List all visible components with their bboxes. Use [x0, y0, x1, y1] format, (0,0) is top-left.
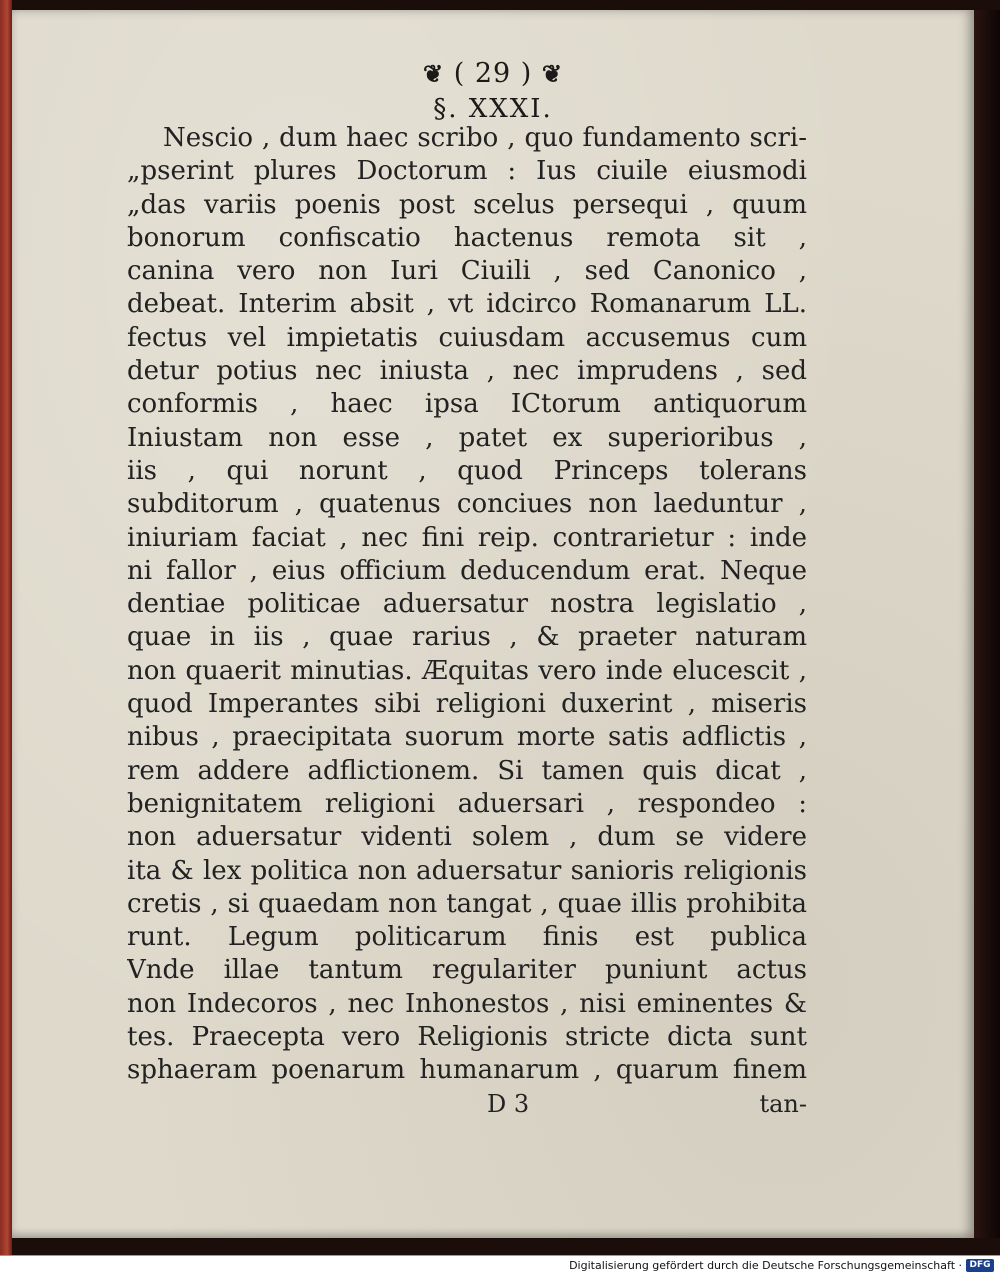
- book-page: [12, 10, 974, 1238]
- text-line: conformis , haec ipsa ICtorum antiquorum: [127, 389, 807, 420]
- text-line: Nescio , dum haec scribo , quo fundamento scri-: [163, 123, 807, 153]
- text-line: detur potius nec iniusta , nec imprudens , sed: [127, 356, 807, 387]
- text-line: sphaeram poenarum humanarum , quarum finem: [127, 1055, 807, 1086]
- funding-credit: Digitalisierung gefördert durch die Deutsche Forschungsgemeinschaft ·: [569, 1259, 962, 1272]
- text-line: tes. Praecepta vero Religionis stricte dicta sunt: [127, 1022, 807, 1053]
- digitization-footer: [0, 1255, 1000, 1276]
- page-footer-line: [127, 1090, 807, 1124]
- page-number: ( 29 ): [453, 58, 533, 89]
- text-line: rem addere adflictionem. Si tamen quis dicat ,: [127, 755, 807, 786]
- catchword: tan-: [759, 1090, 807, 1118]
- ornament-left-icon: ❦: [423, 59, 445, 88]
- text-line: cretis , si quaedam non tangat , quae illis prohibita: [127, 888, 807, 919]
- text-line: non Indecoros , nec Inhonestos , nisi eminentes &: [127, 988, 807, 1019]
- text-line: ni fallor , eius officium deducendum erat. Neque: [127, 555, 807, 586]
- page-header: [12, 58, 974, 89]
- text-line: quod Imperantes sibi religioni duxerint , miseris: [127, 689, 807, 720]
- text-line: Vnde illae tantum regulariter puniunt actus: [127, 955, 807, 986]
- text-line: quae in iis , quae rarius , & praeter naturam: [127, 622, 807, 653]
- text-line: ita & lex politica non aduersatur sanioris religionis: [127, 855, 807, 886]
- text-line: „pserint plures Doctorum : Ius ciuile eiusmodi: [127, 156, 807, 187]
- text-line: fectus vel impietatis cuiusdam accusemus cum: [127, 322, 807, 353]
- text-line: runt. Legum politicarum finis est publica: [127, 922, 807, 953]
- text-line: dentiae politicae aduersatur nostra legislatio ,: [127, 589, 807, 620]
- text-line: bonorum confiscatio hactenus remota sit ,: [127, 222, 807, 253]
- text-line: iis , qui norunt , quod Princeps tolerans: [127, 455, 807, 486]
- text-line: iniuriam faciat , nec fini reip. contrarietur : inde: [127, 522, 807, 553]
- text-line: subditorum , quatenus conciues non laeduntur ,: [127, 489, 807, 520]
- ornament-right-icon: ❦: [541, 59, 563, 88]
- text-line: non aduersatur videnti solem , dum se videre: [127, 822, 807, 853]
- text-line: Iniustam non esse , patet ex superioribus ,: [127, 422, 807, 453]
- book-cover-edge: [0, 0, 12, 1255]
- text-line: nibus , praecipitata suorum morte satis adflictis ,: [127, 722, 807, 753]
- text-line: non quaerit minutias. Æquitas vero inde elucescit ,: [127, 655, 807, 686]
- book-shadow-edge: [974, 10, 1000, 1238]
- section-heading: §. XXXI.: [433, 94, 553, 124]
- dfg-logo-icon[interactable]: DFG: [966, 1259, 994, 1272]
- body-text: [127, 122, 807, 1088]
- text-line: benignitatem religioni aduersari , respondeo :: [127, 788, 807, 819]
- signature-mark: D 3: [487, 1090, 530, 1118]
- text-line: „das variis poenis post scelus persequi , quum: [127, 189, 807, 220]
- text-line: canina vero non Iuri Ciuili , sed Canonico ,: [127, 256, 807, 287]
- text-line: debeat. Interim absit , vt idcirco Romanarum LL.: [127, 289, 807, 320]
